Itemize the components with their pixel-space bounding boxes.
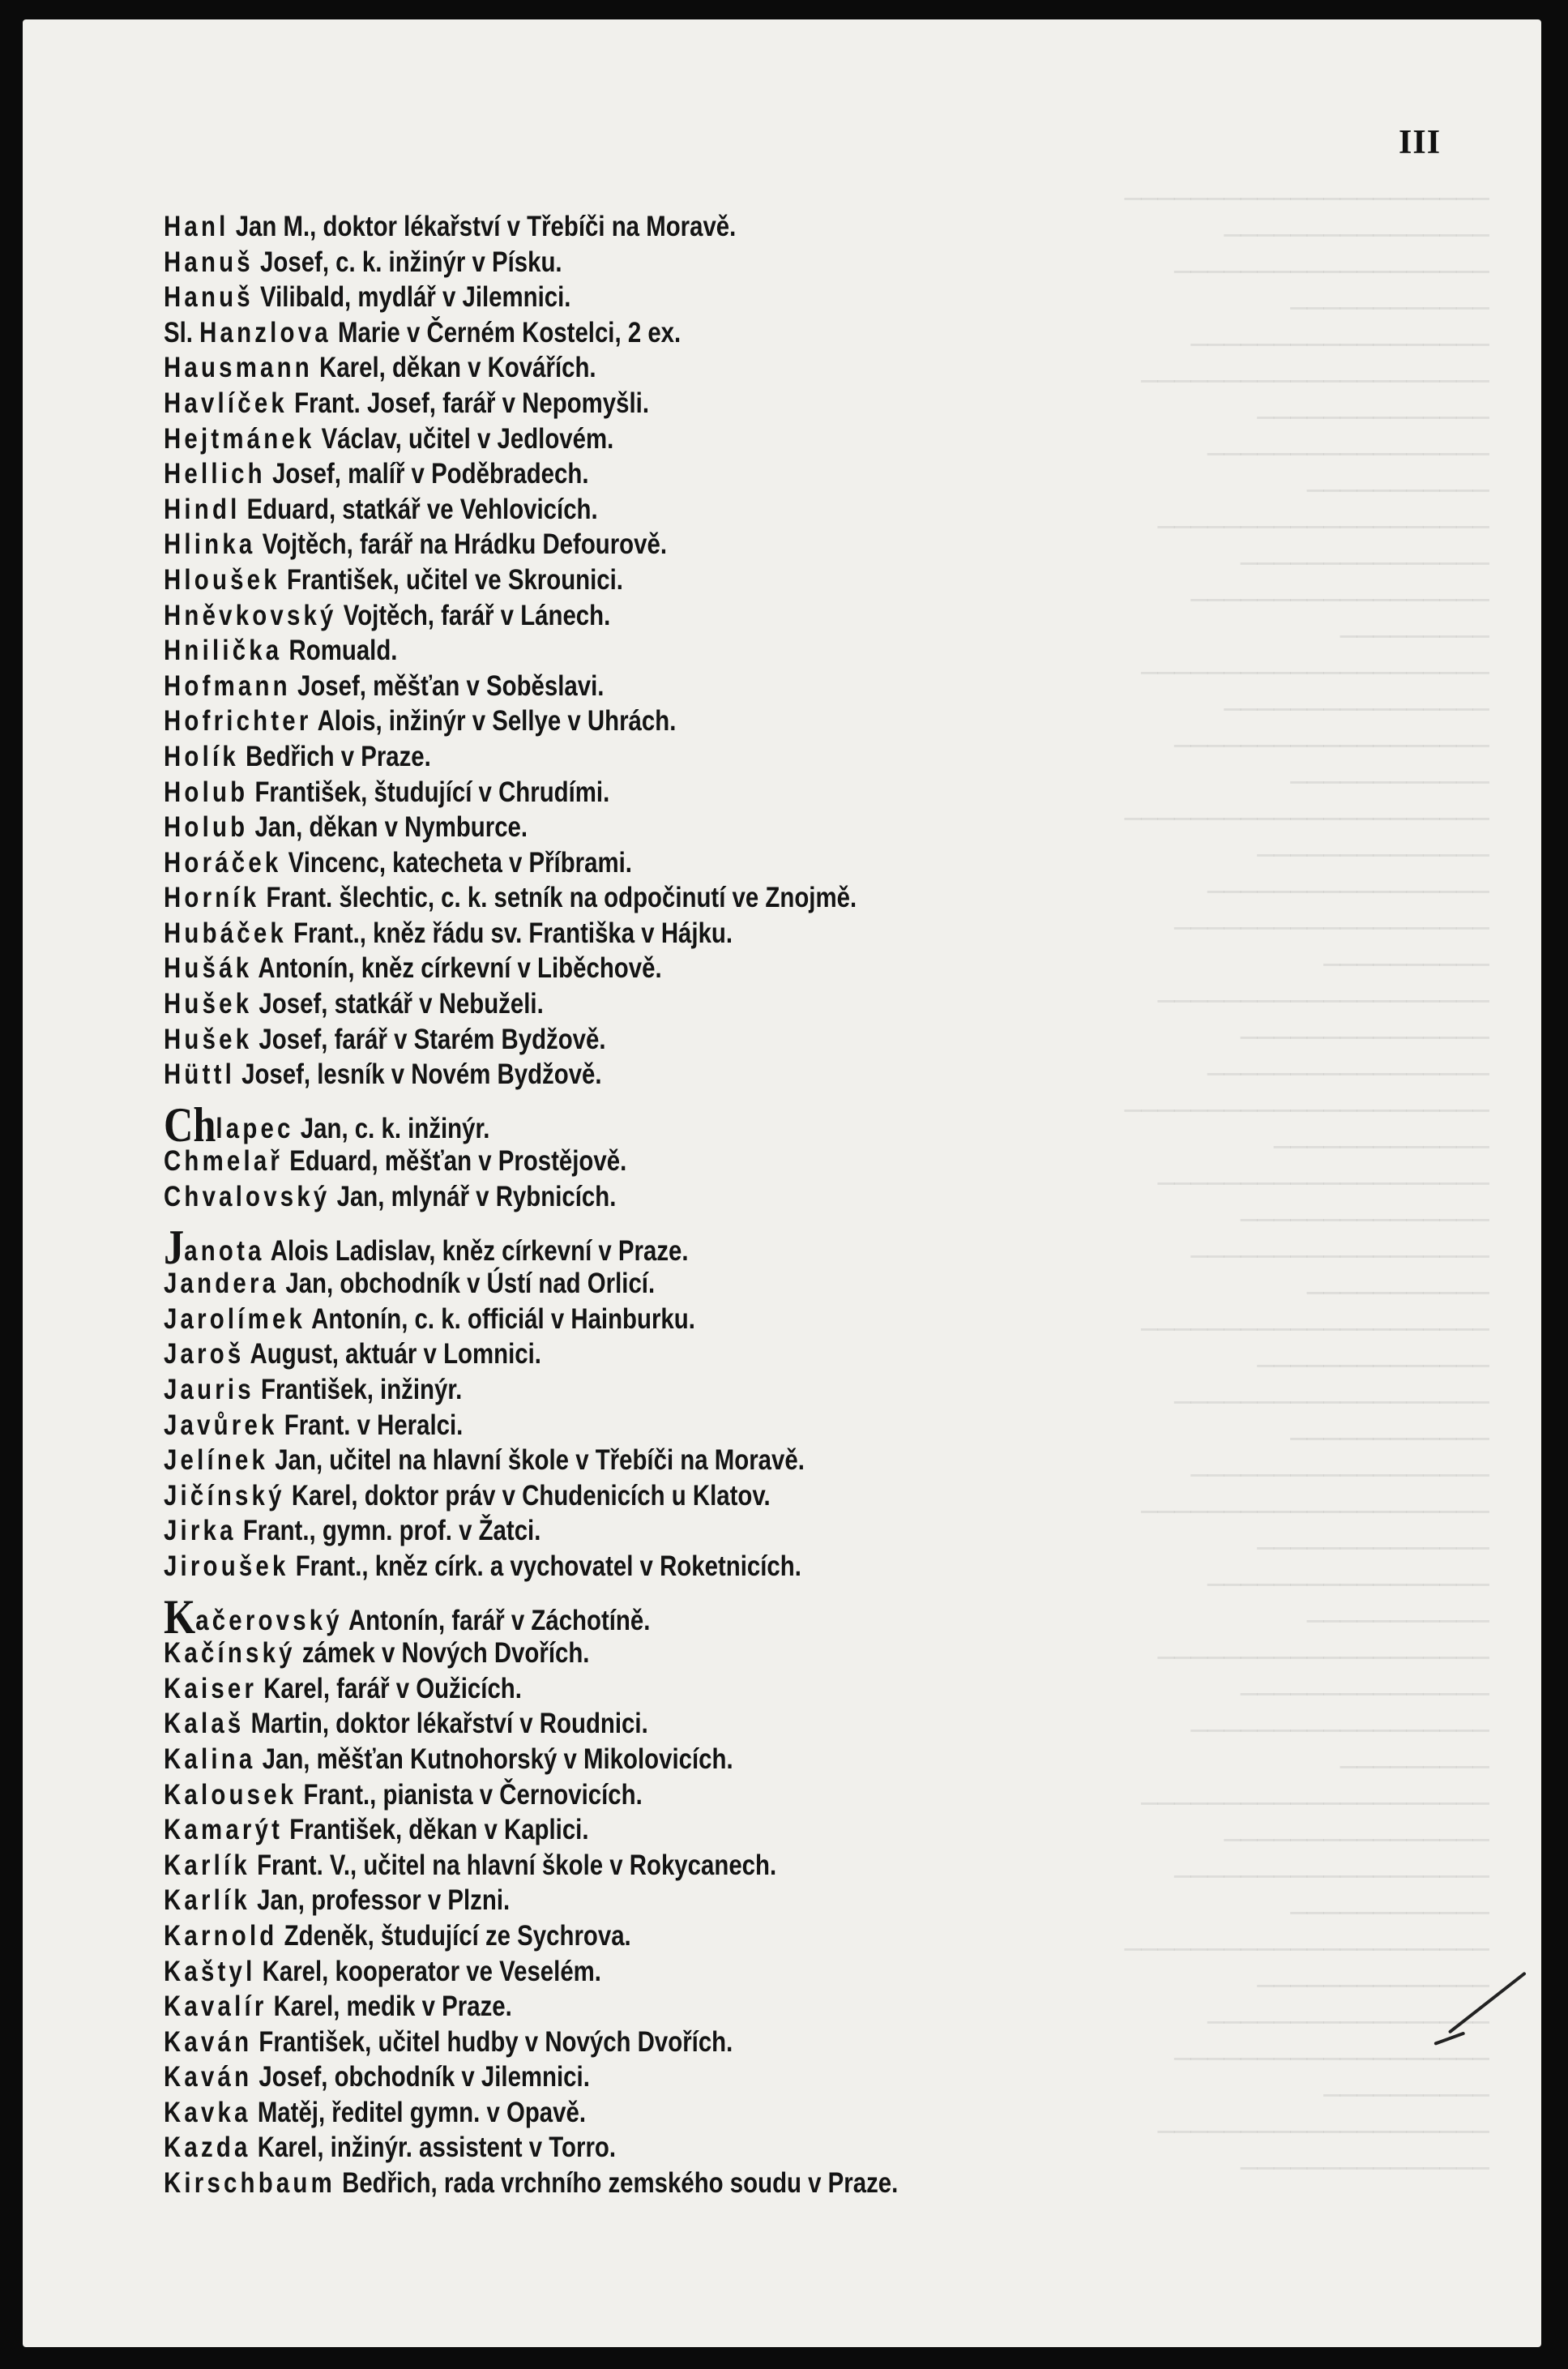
- entry-surname: Kaván: [164, 2025, 253, 2058]
- entry-details: Jan, mlynář v Rybnicích.: [336, 1181, 617, 1213]
- subscriber-list: [164, 209, 1225, 2201]
- entry-details: Josef, lesník v Novém Bydžově.: [241, 1058, 602, 1091]
- entry-surname: Hejtmánek: [164, 422, 315, 455]
- list-entry: [164, 245, 1225, 280]
- entry-surname: Hněvkovský: [164, 599, 337, 631]
- list-entry: [164, 1742, 1225, 1777]
- list-entry: [164, 1812, 1225, 1848]
- entry-details: Frant. v Heralci.: [284, 1409, 464, 1441]
- entry-details: Eduard, měšťan v Prostějově.: [289, 1145, 627, 1178]
- list-entry: [164, 562, 1225, 598]
- list-entry: [164, 775, 1225, 810]
- entry-details: Karel, inžinýr. assistent v Torro.: [257, 2132, 617, 2164]
- section-initial: K: [164, 1589, 196, 1644]
- letter-group-h: [164, 209, 1225, 1093]
- entry-prefix: Sl.: [164, 316, 193, 349]
- entry-surname: Chvalovský: [164, 1181, 331, 1213]
- entry-details: Jan, měšťan Kutnohorský v Mikolovicích.: [262, 1743, 733, 1775]
- entry-details: Jan, děkan v Nymburce.: [254, 811, 528, 844]
- entry-surname: Holub: [164, 776, 249, 808]
- entry-surname: Kavalír: [164, 1991, 267, 2023]
- list-entry: [164, 916, 1225, 951]
- entry-surname: Kačínský: [164, 1637, 296, 1670]
- list-entry: [164, 1954, 1225, 1990]
- entry-surname: Hellich: [164, 458, 266, 490]
- letter-group-k: [164, 1584, 1225, 2201]
- entry-details: Antonín, kněz církevní v Liběchově.: [258, 952, 662, 985]
- section-initial: J: [164, 1220, 185, 1274]
- entry-details: František, děkan v Kaplici.: [289, 1814, 589, 1846]
- entry-details: zámek v Nových Dvořích.: [301, 1637, 590, 1670]
- entry-surname: Holub: [164, 811, 249, 844]
- list-entry: [164, 1302, 1225, 1337]
- entry-details: Josef, měšťan v Soběslavi.: [297, 669, 605, 702]
- list-entry: [164, 1636, 1225, 1671]
- list-entry: [164, 703, 1225, 739]
- group-separator: [164, 1093, 1225, 1109]
- entry-surname: Jandera: [164, 1268, 280, 1300]
- entry-details: Alois, inžinýr v Sellye v Uhrách.: [317, 705, 677, 738]
- entry-details: Frant., gymn. prof. v Žatci.: [242, 1515, 541, 1547]
- list-entry: [164, 280, 1225, 315]
- entry-surname: Hanuš: [164, 281, 254, 314]
- letter-group-j: [164, 1215, 1225, 1584]
- list-entry: [164, 633, 1225, 669]
- entry-surname: Hušek: [164, 1023, 253, 1055]
- list-entry: [164, 527, 1225, 562]
- entry-details: Alois Ladislav, kněz církevní v Praze.: [270, 1234, 689, 1267]
- entry-surname: Horník: [164, 882, 260, 914]
- entry-surname: Hanl: [164, 211, 229, 242]
- entry-details: Antonín, farář v Záchotíně.: [348, 1604, 651, 1636]
- list-entry: [164, 810, 1225, 845]
- entry-details: Jan, c. k. inžinýr.: [300, 1112, 490, 1144]
- entry-surname: Kirschbaum: [164, 2167, 335, 2200]
- entry-details: Romuald.: [288, 635, 398, 667]
- entry-details: František, učitel hudby v Nových Dvořích.: [258, 2025, 733, 2058]
- entry-surname: Kaiser: [164, 1672, 258, 1704]
- list-entry: [164, 1336, 1225, 1372]
- entry-surname: Hanuš: [164, 246, 254, 278]
- entry-details: Karel, doktor práv v Chudenicích u Klatov.: [291, 1479, 771, 1512]
- entry-details: Josef, statkář v Nebuželi.: [258, 988, 544, 1020]
- entry-surname: Kavka: [164, 2096, 251, 2128]
- list-entry: [164, 1589, 1225, 1644]
- list-entry: [164, 2025, 1225, 2060]
- list-entry: [164, 1706, 1225, 1742]
- entry-details: Josef, malíř v Poděbradech.: [271, 458, 589, 490]
- entry-surname: anota: [184, 1234, 265, 1267]
- entry-surname: Hubáček: [164, 917, 287, 949]
- entry-surname: Jelínek: [164, 1444, 269, 1477]
- group-separator: [164, 1215, 1225, 1231]
- list-entry: [164, 421, 1225, 457]
- entry-surname: Kalina: [164, 1743, 256, 1775]
- entry-details: Antonín, c. k. officiál v Hainburku.: [311, 1302, 695, 1335]
- list-entry: [164, 2059, 1225, 2095]
- entry-surname: Kazda: [164, 2132, 251, 2164]
- list-entry: [164, 386, 1225, 421]
- entry-details: František, inžinýr.: [261, 1374, 463, 1405]
- entry-details: Frant. V., učitel na hlavní škole v Rokycanech.: [257, 1849, 777, 1881]
- margin-pen-stroke: [1448, 1972, 1527, 2034]
- list-entry: [164, 1478, 1225, 1514]
- entry-surname: Jaroš: [164, 1338, 245, 1371]
- list-entry: [164, 1549, 1225, 1584]
- entry-details: František, študující v Chrudími.: [254, 776, 610, 808]
- document-page: [23, 19, 1541, 2347]
- list-entry: [164, 1372, 1225, 1408]
- entry-details: Martin, doktor lékařství v Roudnici.: [250, 1708, 648, 1740]
- entry-surname: Kalaš: [164, 1708, 245, 1740]
- list-entry: [164, 1777, 1225, 1813]
- entry-details: August, aktuár v Lomnici.: [250, 1338, 541, 1371]
- list-entry: [164, 1408, 1225, 1443]
- entry-details: Vincenc, katecheta v Příbrami.: [288, 846, 632, 879]
- list-entry: [164, 1144, 1225, 1179]
- list-entry: [164, 492, 1225, 528]
- entry-surname: Chmelař: [164, 1145, 284, 1178]
- list-entry: [164, 1513, 1225, 1549]
- list-entry: [164, 1443, 1225, 1478]
- entry-details: Frant. šlechtic, c. k. setník na odpočinutí ve Znojmě.: [266, 882, 857, 914]
- list-entry: [164, 1883, 1225, 1918]
- list-entry: [164, 350, 1225, 386]
- entry-details: Josef, farář v Starém Bydžově.: [258, 1023, 606, 1055]
- entry-details: Vojtěch, farář na Hrádku Defourově.: [262, 528, 668, 561]
- list-entry: [164, 209, 1225, 245]
- entry-details: Karel, farář v Oužicích.: [263, 1672, 522, 1704]
- list-entry: [164, 669, 1225, 704]
- entry-details: Frant., pianista v Černovicích.: [303, 1778, 643, 1811]
- entry-surname: Holík: [164, 740, 239, 772]
- list-entry: [164, 845, 1225, 881]
- entry-surname: Hindl: [164, 493, 241, 525]
- entry-surname: Karnold: [164, 1919, 278, 1952]
- entry-details: Karel, kooperator ve Veselém.: [262, 1955, 601, 1987]
- list-entry: [164, 315, 1225, 351]
- entry-surname: Hlinka: [164, 528, 256, 561]
- entry-details: Vilibald, mydlář v Jilemnici.: [260, 281, 571, 314]
- entry-surname: Hofmann: [164, 669, 291, 702]
- entry-surname: lapec: [216, 1112, 294, 1144]
- entry-surname: Jirka: [164, 1515, 237, 1547]
- list-entry: [164, 2095, 1225, 2131]
- list-entry: [164, 1671, 1225, 1707]
- list-entry: [164, 2166, 1225, 2201]
- list-entry: [164, 1179, 1225, 1215]
- entry-surname: Kaván: [164, 2061, 253, 2093]
- entry-surname: Hausmann: [164, 352, 313, 384]
- entry-details: Eduard, statkář ve Vehlovicích.: [246, 493, 598, 525]
- letter-group-ch: [164, 1093, 1225, 1215]
- entry-surname: Kalousek: [164, 1778, 297, 1811]
- entry-details: Matěj, ředitel gymn. v Opavě.: [257, 2096, 587, 2128]
- entry-details: Jan M., doktor lékařství v Třebíči na Moravě.: [235, 211, 737, 242]
- list-entry: [164, 986, 1225, 1022]
- entry-details: František, učitel ve Skrounici.: [286, 563, 623, 596]
- entry-details: Josef, obchodník v Jilemnici.: [258, 2061, 590, 2093]
- entry-surname: Hüttl: [164, 1058, 235, 1091]
- entry-details: Vojtěch, farář v Lánech.: [343, 599, 611, 631]
- list-entry: [164, 1097, 1225, 1152]
- entry-details: Karel, medik v Praze.: [273, 1991, 512, 2023]
- entry-details: Karel, děkan v Kovářích.: [319, 352, 596, 384]
- entry-surname: Kaštyl: [164, 1955, 256, 1987]
- entry-details: Josef, c. k. inžinýr v Písku.: [260, 246, 562, 278]
- entry-surname: Hušák: [164, 952, 253, 985]
- list-entry: [164, 2130, 1225, 2166]
- list-entry: [164, 456, 1225, 492]
- entry-details: Bedřich, rada vrchního zemského soudu v Praze.: [342, 2167, 899, 2200]
- entry-surname: Jičínský: [164, 1479, 285, 1512]
- entry-surname: Horáček: [164, 846, 282, 879]
- entry-details: Zdeněk, študující ze Sychrova.: [284, 1919, 631, 1952]
- entry-surname: Karlík: [164, 1849, 250, 1881]
- entry-details: Jan, učitel na hlavní škole v Třebíči na Moravě.: [275, 1444, 805, 1477]
- entry-surname: Hnilička: [164, 635, 283, 667]
- group-separator: [164, 1584, 1225, 1601]
- entry-surname: Kamarýt: [164, 1814, 284, 1846]
- page-number: III: [1399, 124, 1442, 161]
- entry-details: Frant., kněz círk. a vychovatel v Roketnicích.: [295, 1550, 801, 1582]
- entry-details: Frant., kněz řádu sv. Františka v Hájku.: [293, 917, 733, 949]
- entry-details: Jan, obchodník v Ústí nad Orlicí.: [285, 1268, 656, 1300]
- bleed-through-text: ────────────────────── ──────────────── ─────────────────── ──────────── ────────────────── ───────────────────── ────────────── ───────────────── ─────────── ──────────────────── ─────────────── ────────────────── ───────── ───────────────────── ──────────────── ─────────────────── ──────────── ────────────────────── ────────────── ───────────────── ─────────────────── ────────── ──────────────────── ─────────────── ───────────────── ────────────────────── ───────────── ──────────────────── ─────────────── ────────────────── ─────────── ───────────────────── ────────────── ─────────────────── ──────────── ────────────────── ───────────────────── ────────────── ───────────────── ─────────── ──────────────────── ─────────────── ────────────────── ───────── ───────────────────── ──────────────── ─────────────────── ──────────── ────────────────────── ────────────── ───────────────── ─────────────────── ────────── ──────────────────── ───────────────: [1124, 183, 1489, 2185]
- list-entry: [164, 1057, 1225, 1093]
- entry-details: Jan, professor v Plzni.: [257, 1884, 511, 1917]
- section-initial: Ch: [164, 1097, 216, 1152]
- entry-surname: Havlíček: [164, 387, 288, 419]
- list-entry: [164, 598, 1225, 634]
- entry-surname: Hanzlova: [199, 316, 331, 349]
- list-entry: [164, 1848, 1225, 1884]
- list-entry: [164, 1918, 1225, 1954]
- list-entry: [164, 1989, 1225, 2025]
- entry-surname: Jauris: [164, 1374, 254, 1405]
- list-entry: [164, 880, 1225, 916]
- list-entry: [164, 1220, 1225, 1274]
- entry-surname: Javůrek: [164, 1409, 278, 1441]
- list-entry: [164, 951, 1225, 986]
- entry-details: Václav, učitel v Jedlovém.: [321, 422, 614, 455]
- list-entry: [164, 1266, 1225, 1302]
- entry-details: Bedřich v Praze.: [246, 740, 431, 772]
- entry-surname: ačerovský: [195, 1604, 343, 1636]
- list-entry: [164, 1022, 1225, 1058]
- entry-details: Marie v Černém Kostelci, 2 ex.: [337, 316, 681, 349]
- entry-surname: Jiroušek: [164, 1550, 289, 1582]
- entry-surname: Hloušek: [164, 563, 280, 596]
- entry-surname: Hušek: [164, 988, 253, 1020]
- entry-surname: Hofrichter: [164, 705, 312, 738]
- entry-surname: Karlík: [164, 1884, 250, 1917]
- entry-surname: Jarolímek: [164, 1302, 306, 1335]
- entry-details: Frant. Josef, farář v Nepomyšli.: [294, 387, 649, 419]
- list-entry: [164, 739, 1225, 775]
